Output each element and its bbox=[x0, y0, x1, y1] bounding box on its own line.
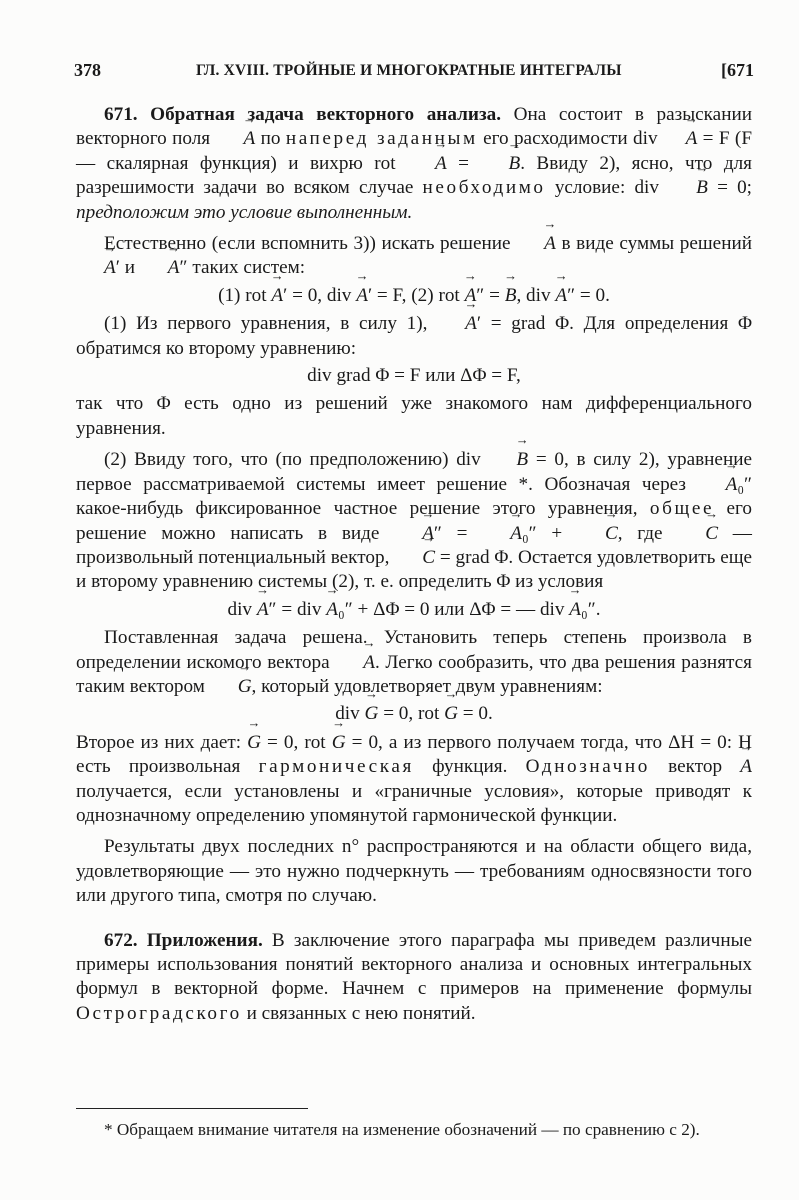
text: (2) Ввиду того, что (по предположению) div bbox=[104, 449, 489, 471]
text: по bbox=[255, 128, 286, 150]
spaced-emphasis: необходимо bbox=[422, 177, 546, 199]
text: = 0, в силу 2), уравнение первое рассматриваемой системы имеет решение *. Обозначая через bbox=[76, 449, 752, 495]
text: ′ = grad Φ. Для определения Φ обратимся ко второму уравнению: bbox=[76, 313, 753, 359]
text: . Легко сообразить, что два решения разнятся таким вектором bbox=[76, 651, 752, 697]
vector-symbol: → B bbox=[488, 448, 528, 472]
vector-symbol: → A bbox=[257, 598, 269, 622]
text: — произвольный потенциальный вектор, bbox=[76, 522, 752, 568]
text: ₀″. bbox=[581, 598, 601, 620]
spaced-emphasis: наперед заданным bbox=[285, 128, 478, 150]
spaced-emphasis: Остроградского bbox=[76, 1002, 242, 1024]
vector-symbol: → A bbox=[140, 256, 180, 280]
paragraph-2 bbox=[76, 232, 752, 281]
formula-systems bbox=[76, 284, 752, 308]
text: его решение можно написать в виде bbox=[76, 498, 752, 544]
section-heading-672: 672. Приложения. bbox=[104, 929, 263, 951]
paragraph-4: так что Φ есть одно из решений уже знакомого нам дифференциального уравнения. bbox=[76, 393, 752, 439]
vector-symbol: → G bbox=[444, 702, 458, 726]
text: ₀″ какое-нибудь фиксированное частное решение этого уравнения, bbox=[76, 473, 752, 520]
spaced-emphasis: Однозначно bbox=[525, 756, 650, 778]
footnote-rule bbox=[76, 1108, 308, 1109]
text: (1) Из первого уравнения, в силу 1), bbox=[104, 313, 438, 335]
vector-symbol: → C bbox=[394, 546, 435, 570]
text: , который удовлетворяет двум уравнениям: bbox=[251, 675, 603, 697]
vector-symbol: → B bbox=[505, 284, 517, 308]
vector-symbol: → A bbox=[516, 232, 556, 256]
text: ″ таких систем: bbox=[179, 257, 306, 279]
paragraph-7 bbox=[76, 731, 752, 829]
text: ″ = bbox=[433, 522, 483, 544]
formula-div-condition bbox=[76, 598, 752, 622]
vector-symbol: → A bbox=[326, 598, 338, 622]
page-number: 378 bbox=[74, 60, 101, 80]
running-header bbox=[74, 58, 754, 84]
vector-symbol: → A bbox=[465, 284, 477, 308]
text: Второе из них дает: bbox=[76, 731, 248, 753]
vector-symbol: → A bbox=[76, 256, 116, 280]
paragraph-3 bbox=[76, 312, 752, 361]
vector-symbol: → G bbox=[332, 731, 346, 755]
text: div bbox=[227, 598, 257, 620]
paragraph-672 bbox=[76, 929, 752, 1027]
vector-symbol: → A bbox=[658, 127, 698, 151]
text: = 0; bbox=[707, 177, 752, 199]
text: Она состоит в разыскании векторного поля bbox=[76, 104, 752, 150]
text: ′ = 0, div bbox=[283, 284, 357, 306]
text: получается, если установлены и «граничные условия», которые приводят к однозначному определению упомянутой гармонической функции. bbox=[76, 780, 752, 826]
footnote: * Обращаем внимание читателя на изменение обозначений — по сравнению с 2). bbox=[104, 1120, 700, 1139]
text: ″ = div bbox=[268, 598, 327, 620]
text: = 0, rot bbox=[378, 703, 445, 725]
text: ″ = 0. bbox=[567, 284, 610, 306]
spaced-emphasis: общее bbox=[649, 498, 715, 520]
page-body bbox=[76, 103, 752, 1026]
text: Естественно (если вспомнить 3)) искать решение bbox=[104, 233, 517, 255]
vector-symbol: → A bbox=[482, 522, 522, 546]
text: ₀″ + bbox=[521, 522, 577, 544]
text: и связанных с нею понятий. bbox=[241, 1002, 476, 1024]
text: ₀″ + ΔΦ = 0 или ΔΦ = — div bbox=[338, 598, 570, 620]
vector-symbol: → A bbox=[407, 152, 447, 176]
paragraph-5 bbox=[76, 448, 752, 594]
text: = bbox=[446, 152, 481, 174]
vector-symbol: → G bbox=[365, 702, 379, 726]
text: div bbox=[335, 703, 365, 725]
text: Поставленная задача решена. Установить теперь степень произвола в определении искомого вектора bbox=[76, 627, 752, 673]
vector-symbol: → B bbox=[668, 176, 708, 200]
vector-symbol: → C bbox=[577, 522, 618, 546]
vector-symbol: → A bbox=[215, 127, 255, 151]
vector-symbol: → A bbox=[437, 312, 477, 336]
text: , div bbox=[516, 284, 556, 306]
footnote-area bbox=[76, 1108, 752, 1140]
text: = 0, а из первого получаем тогда, что ΔH = 0: H есть произвольная bbox=[76, 731, 753, 778]
section-mark: [671 bbox=[721, 60, 754, 80]
vector-symbol: → G bbox=[210, 675, 252, 699]
running-title: ГЛ. XVIII. ТРОЙНЫЕ И МНОГОКРАТНЫЕ ИНТЕГРАЛЫ bbox=[196, 62, 622, 79]
text: вектор bbox=[649, 756, 741, 778]
vector-symbol: → G bbox=[247, 731, 261, 755]
formula-g-conditions bbox=[76, 702, 752, 726]
vector-symbol: → A bbox=[555, 284, 567, 308]
vector-symbol: → A bbox=[394, 522, 434, 546]
spaced-emphasis: гармоническая bbox=[258, 756, 414, 778]
formula-laplace: div grad Φ = F или ΔΦ = F, bbox=[307, 365, 521, 387]
paragraph-8: Результаты двух последних n° распространяются и на области общего вида, удовлетворяющие — это нужно подчеркнуть — требованиям односвязности того или другого типа, смотря по случаю. bbox=[76, 836, 752, 907]
vector-symbol: → A bbox=[335, 651, 375, 675]
text: ″ = bbox=[476, 284, 505, 306]
vector-symbol: → B bbox=[480, 152, 520, 176]
vector-symbol: → A bbox=[271, 284, 283, 308]
vector-symbol: → A bbox=[740, 755, 752, 779]
text: = F (F — скалярная функция) и вихрю rot bbox=[76, 128, 752, 174]
vector-symbol: → A bbox=[569, 598, 581, 622]
italic-emphasis: предположим это условие выполненным. bbox=[76, 201, 413, 223]
text: ′ и bbox=[115, 257, 140, 279]
text: ′ = F, (2) rot bbox=[367, 284, 465, 306]
vector-symbol: → C bbox=[677, 522, 718, 546]
vector-symbol: → A bbox=[698, 473, 738, 497]
text: в виде суммы решений bbox=[555, 233, 752, 255]
paragraph-671 bbox=[76, 103, 752, 225]
text: = grad Φ. Остается удовлетворить еще и второму уравнению системы (2), т. е. определить Φ из условия bbox=[76, 546, 753, 593]
text: (1) rot bbox=[218, 284, 272, 306]
text: = 0, rot bbox=[260, 731, 332, 753]
paragraph-6 bbox=[76, 626, 752, 699]
text: = 0. bbox=[457, 703, 493, 725]
text: условие: div bbox=[545, 177, 669, 199]
text: . Ввиду 2), ясно, что для разрешимости задачи во всяком случае bbox=[76, 152, 752, 199]
text: его расходимости div bbox=[477, 128, 658, 150]
text: , где bbox=[617, 522, 678, 544]
vector-symbol: → A bbox=[356, 284, 368, 308]
text: функция. bbox=[413, 756, 526, 778]
text: В заключение этого параграфа мы приведем различные примеры использования понятий векторного анализа и основных интегральных формул в векторной форме. Начнем с примеров на применение формулы bbox=[76, 929, 752, 1000]
section-heading-671: 671. Обратная задача векторного анализа. bbox=[104, 104, 502, 125]
